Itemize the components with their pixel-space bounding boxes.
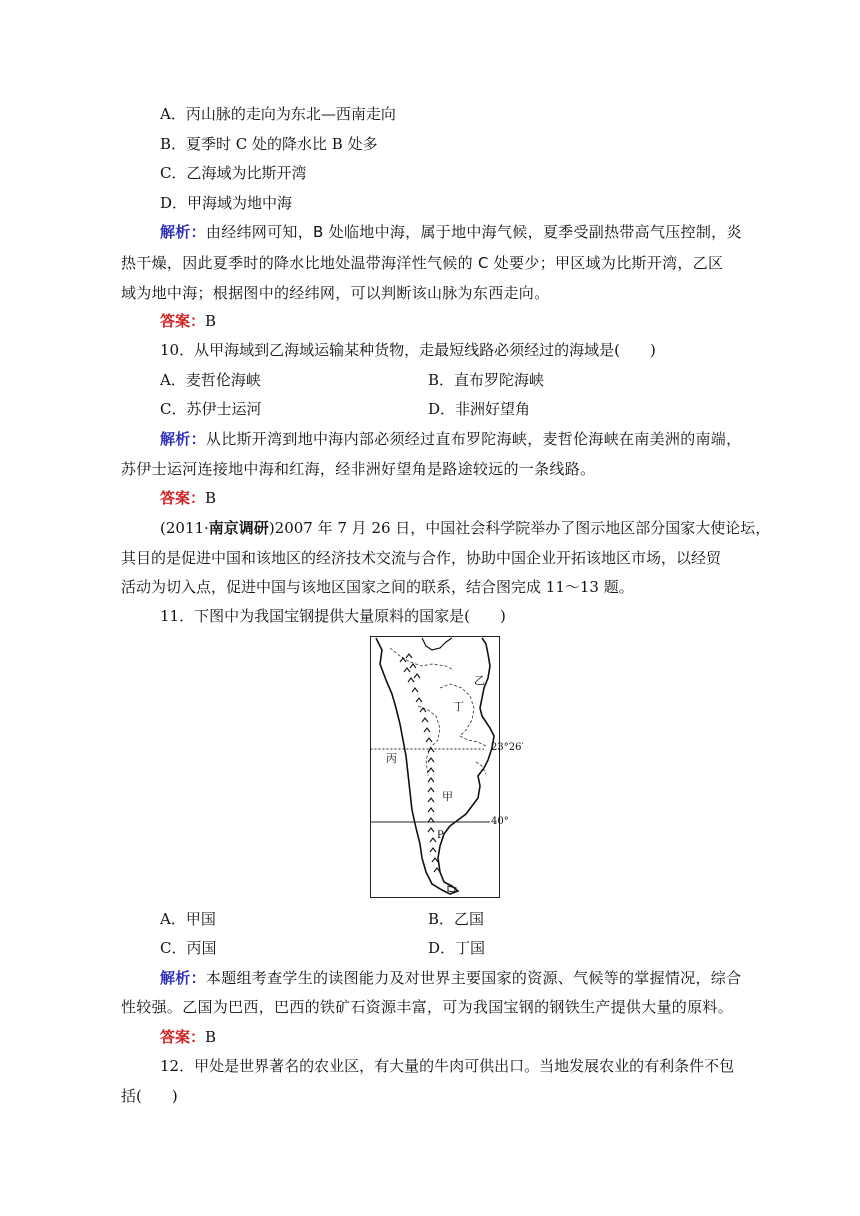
label-yi: 乙 <box>474 674 485 687</box>
q11-stem: 11．下图中为我国宝钢提供大量原料的国家是( ) <box>160 607 506 625</box>
answer-label: 答案： <box>160 489 206 507</box>
q11-option-d: D．丁国 <box>428 939 486 957</box>
intro-line1-rest: )2007 年 7 月 26 日，中国社会科学院举办了图示地区部分国家大使论坛， <box>268 519 771 537</box>
q11-explanation-line1 <box>160 968 741 988</box>
q11-option-b: B．乙国 <box>428 910 485 928</box>
q9-option-d: D．甲海域为地中海 <box>160 194 293 212</box>
label-tropic: 23°26′ <box>491 742 524 753</box>
q10-stem: 10．从甲海域到乙海域运输某种货物，走最短线路必须经过的海域是( ) <box>160 341 656 359</box>
q9-option-a: A．丙山脉的走向为东北—西南走向 <box>160 105 396 123</box>
intro-line2: 其目的是促进中国和该地区的经济技术交流与合作，协助中国企业开拓该地区市场，以经贸 <box>121 549 722 567</box>
explanation-text: 从比斯开湾到地中海内部必须经过直布罗陀海峡，麦哲伦海峡在南美洲的南端， <box>205 430 742 448</box>
intro-line3: 活动为切入点，促进中国与该地区国家之间的联系，结合图完成 11～13 题。 <box>121 578 634 596</box>
answer-label: 答案： <box>160 312 206 330</box>
q10-option-d: D．非洲好望角 <box>428 400 531 418</box>
label-bing: 丙 <box>386 752 397 765</box>
q10-option-c: C．苏伊士运河 <box>160 400 262 418</box>
q10-option-a: A．麦哲伦海峡 <box>160 371 261 389</box>
answer-value: B <box>205 489 217 507</box>
label-jia: 甲 <box>442 790 453 803</box>
q9-option-b: B．夏季时 C 处的降水比 B 处多 <box>160 135 378 153</box>
intro-source-place: 南京调研 <box>208 519 269 537</box>
explanation-text: 本题组考查学生的读图能力及对世界主要国家的资源、气候等的掌握情况，综合 <box>205 969 742 987</box>
explanation-text: 由经纬网可知，B 处临地中海，属于地中海气候，夏季受副热带高气压控制，炎 <box>205 223 742 241</box>
explanation-label: 解析： <box>160 969 206 987</box>
q10-explanation-line1 <box>160 429 741 449</box>
q11-option-a: A．甲国 <box>160 910 216 928</box>
explanation-label: 解析： <box>160 430 206 448</box>
q12-stem-line1: 12．甲处是世界著名的农业区，有大量的牛肉可供出口。当地发展农业的有利条件不包 <box>160 1057 735 1075</box>
label-lat-40: 40° <box>491 816 509 827</box>
label-ding: 丁 <box>453 700 464 713</box>
q11-option-c: C．丙国 <box>160 939 217 957</box>
q10-option-b: B．直布罗陀海峡 <box>428 371 545 389</box>
q10-answer <box>160 488 216 508</box>
q9-explanation-line1 <box>160 222 742 242</box>
intro-source-open: (2011· <box>160 519 209 537</box>
q10-explanation-line2: 苏伊士运河连接地中海和红海，经非洲好望角是路途较远的一条线路。 <box>121 460 596 478</box>
q9-explanation-line2: 热干燥，因此夏季时的降水比地处温带海洋性气候的 C 处要少；甲区域为比斯开湾，乙区 <box>121 254 724 272</box>
q9-explanation-line3: 域为地中海；根据图中的经纬网，可以判断该山脉为东西走向。 <box>121 284 550 302</box>
south-america-map <box>370 636 500 898</box>
q12-stem-line2: 括( ) <box>121 1087 178 1105</box>
answer-value: B <box>205 312 217 330</box>
answer-label: 答案： <box>160 1028 206 1046</box>
answer-value: B <box>205 1028 217 1046</box>
intro-line1 <box>160 518 770 538</box>
q11-explanation-line2: 性较强。乙国为巴西，巴西的铁矿石资源丰富，可为我国宝钢的钢铁生产提供大量的原料。 <box>121 998 734 1016</box>
q9-answer <box>160 311 216 331</box>
q11-answer <box>160 1027 216 1047</box>
explanation-label: 解析： <box>160 223 206 241</box>
label-p: P <box>437 830 444 841</box>
q9-option-c: C．乙海域为比斯开湾 <box>160 164 307 182</box>
